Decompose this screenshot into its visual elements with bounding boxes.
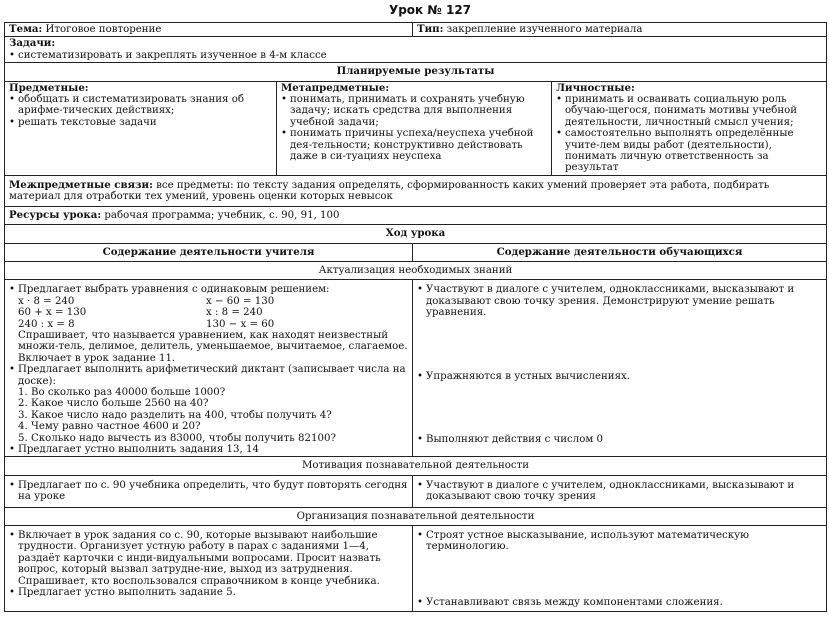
planned-results-header-row [5, 63, 827, 81]
stage2-student-cell [413, 475, 827, 507]
dictation-list [9, 387, 408, 444]
stage2-row [5, 475, 827, 507]
task-item: • систематизировать и закреплять изученное в 4-м классе [9, 50, 822, 61]
equation: 240 : x = 8 [18, 318, 75, 330]
personal-result-item: • принимать и осваивать социальную роль обучаю-щегося, понимать мотивы учебной деятельности, личностный смысл учения; [556, 94, 822, 128]
tasks-row [5, 37, 827, 63]
stage3-student-cell [413, 526, 827, 612]
stage1-title: Актуализация необходимых знаний [5, 261, 827, 279]
stage1-student-item: • Участвуют в диалоге с учителем, одноклассниками, высказывают и доказывают свою точку зрения. Демонстрируют умение решать уравнения. [417, 284, 822, 318]
stage3-student-item: • Устанавливают связь между компонентами сложения. [417, 597, 822, 608]
resources-row [5, 206, 827, 224]
stage2-title: Мотивация познавательной деятельности [5, 457, 827, 475]
subject-results-cell [5, 81, 277, 175]
stage2-header-row [5, 457, 827, 475]
interdisciplinary-row [5, 175, 827, 206]
subject-results-label: Предметные: [9, 81, 89, 94]
meta-result-item: • понимать причины успеха/неуспеха учебной дея-тельности; конструктивно действовать даже в си-туациях неуспеха [281, 128, 547, 162]
meta-results-label: Метапредметные: [281, 81, 390, 94]
stage3-title: Организация познавательной деятельности [5, 507, 827, 525]
stage1-header-row [5, 261, 827, 279]
student-column-header: Содержание деятельности обучающихся [413, 243, 827, 261]
column-headers-row [5, 243, 827, 261]
stage1-teacher-text: Спрашивает, что называется уравнением, как находят неизвестный множи-тель, делимое, делитель, уменьшаемое, вычитаемое, слагаемое. Включает в урок задание 11. [18, 329, 408, 364]
equations-grid [9, 296, 408, 330]
stage3-teacher-item: • Предлагает устно выполнить задание 5. [9, 587, 408, 598]
stage2-teacher-cell [5, 475, 413, 507]
resources-label: Ресурсы урока: [9, 208, 102, 221]
course-title: Ход урока [5, 225, 827, 243]
equation: x · 8 = 240 [18, 295, 75, 307]
type-value: закрепление изученного материала [446, 24, 643, 35]
stage3-row [5, 526, 827, 612]
stage3-teacher-item: • Включает в урок задания со с. 90, которые вызывают наибольшие трудности. Организует устную работу в парах с заданиями 1—4, раздаёт карточки с инди-видуальными вопросами. Просит назвать вопрос, который вызвал затрудне-ние, выход из затруднения. Спрашивает, кто воспользовался справочником в конце учебника. [9, 530, 408, 587]
topic-cell [5, 23, 413, 37]
personal-results-label: Личностные: [556, 81, 635, 94]
course-header-row [5, 225, 827, 243]
stage2-student-item: • Участвуют в диалоге с учителем, одноклассниками, высказывают и доказывают свою точку зрения [417, 480, 822, 503]
stage1-student-item: • Выполняют действия с числом 0 [417, 434, 822, 445]
tasks-cell [5, 37, 827, 63]
lesson-page [4, 0, 826, 612]
dictation-item: 5. Сколько надо вычесть из 83000, чтобы получить 82100? [18, 432, 336, 444]
topic-label: Тема: [9, 23, 43, 35]
type-label: Тип: [417, 23, 444, 35]
meta-results-cell [277, 81, 552, 175]
dictation-item: 3. Какое число надо разделить на 400, чтобы получить 4? [18, 409, 332, 421]
dictation-item: 1. Во сколько раз 40000 больше 1000? [18, 386, 226, 398]
stage3-teacher-cell [5, 526, 413, 612]
tasks-label: Задачи: [9, 37, 56, 50]
resources-value: рабочая программа; учебник, с. 90, 91, 100 [104, 209, 340, 221]
type-cell [413, 23, 827, 37]
stage1-teacher-item: • Предлагает выбрать уравнения с одинаковым решением: [9, 284, 408, 295]
stage3-student-item: • Строят устное высказывание, используют математическую терминологию. [417, 530, 822, 553]
stage1-teacher-cell [5, 280, 413, 457]
stage1-student-cell [413, 280, 827, 457]
lesson-plan-table [4, 22, 827, 612]
stage2-teacher-item: • Предлагает по с. 90 учебника определить, что будут повторять сегодня на уроке [9, 480, 408, 503]
topic-value: Итоговое повторение [45, 24, 162, 35]
subject-result-item: • обобщать и систематизировать знания об арифме-тических действиях; [9, 94, 272, 117]
dictation-item: 4. Чему равно частное 4600 и 20? [18, 421, 201, 433]
stage1-student-item: • Упражняются в устных вычислениях. [417, 371, 822, 382]
interdisciplinary-cell [5, 175, 827, 206]
topic-row [5, 23, 827, 37]
planned-results-row [5, 81, 827, 175]
resources-cell [5, 206, 827, 224]
personal-result-item: • самостоятельно выполнять определённые учите-лем виды работ (деятельности), понимать личную ответственность за результат [556, 128, 822, 174]
equation: x : 8 = 240 [206, 307, 263, 319]
stage1-row [5, 280, 827, 457]
planned-results-title: Планируемые результаты [5, 63, 827, 81]
stage3-header-row [5, 507, 827, 525]
stage1-teacher-item: • Предлагает устно выполнить задания 13, 14 [9, 444, 408, 455]
stage1-teacher-item: • Предлагает выполнить арифметический диктант (записывает числа на доске): [9, 364, 408, 387]
interdisciplinary-value: все предметы: по тексту задания определять, сформированность каких умений проверяет эта работа, подбирать материал для отработки тех умений, уровень оценки которых невысок [9, 179, 770, 203]
equation: x − 60 = 130 [206, 295, 275, 307]
personal-results-cell [552, 81, 827, 175]
dictation-item: 2. Какое число больше 2560 на 40? [18, 398, 209, 410]
interdisciplinary-label: Межпредметные связи: [9, 178, 153, 191]
equation: 130 − x = 60 [206, 318, 275, 330]
lesson-title: Урок № 127 [388, 3, 472, 17]
meta-result-item: • понимать, принимать и сохранять учебную задачу; искать средства для выполнения учебной задачи; [281, 94, 547, 128]
equation: 60 + x = 130 [18, 307, 87, 319]
subject-result-item: • решать текстовые задачи [9, 117, 272, 128]
teacher-column-header: Содержание деятельности учителя [5, 243, 413, 261]
